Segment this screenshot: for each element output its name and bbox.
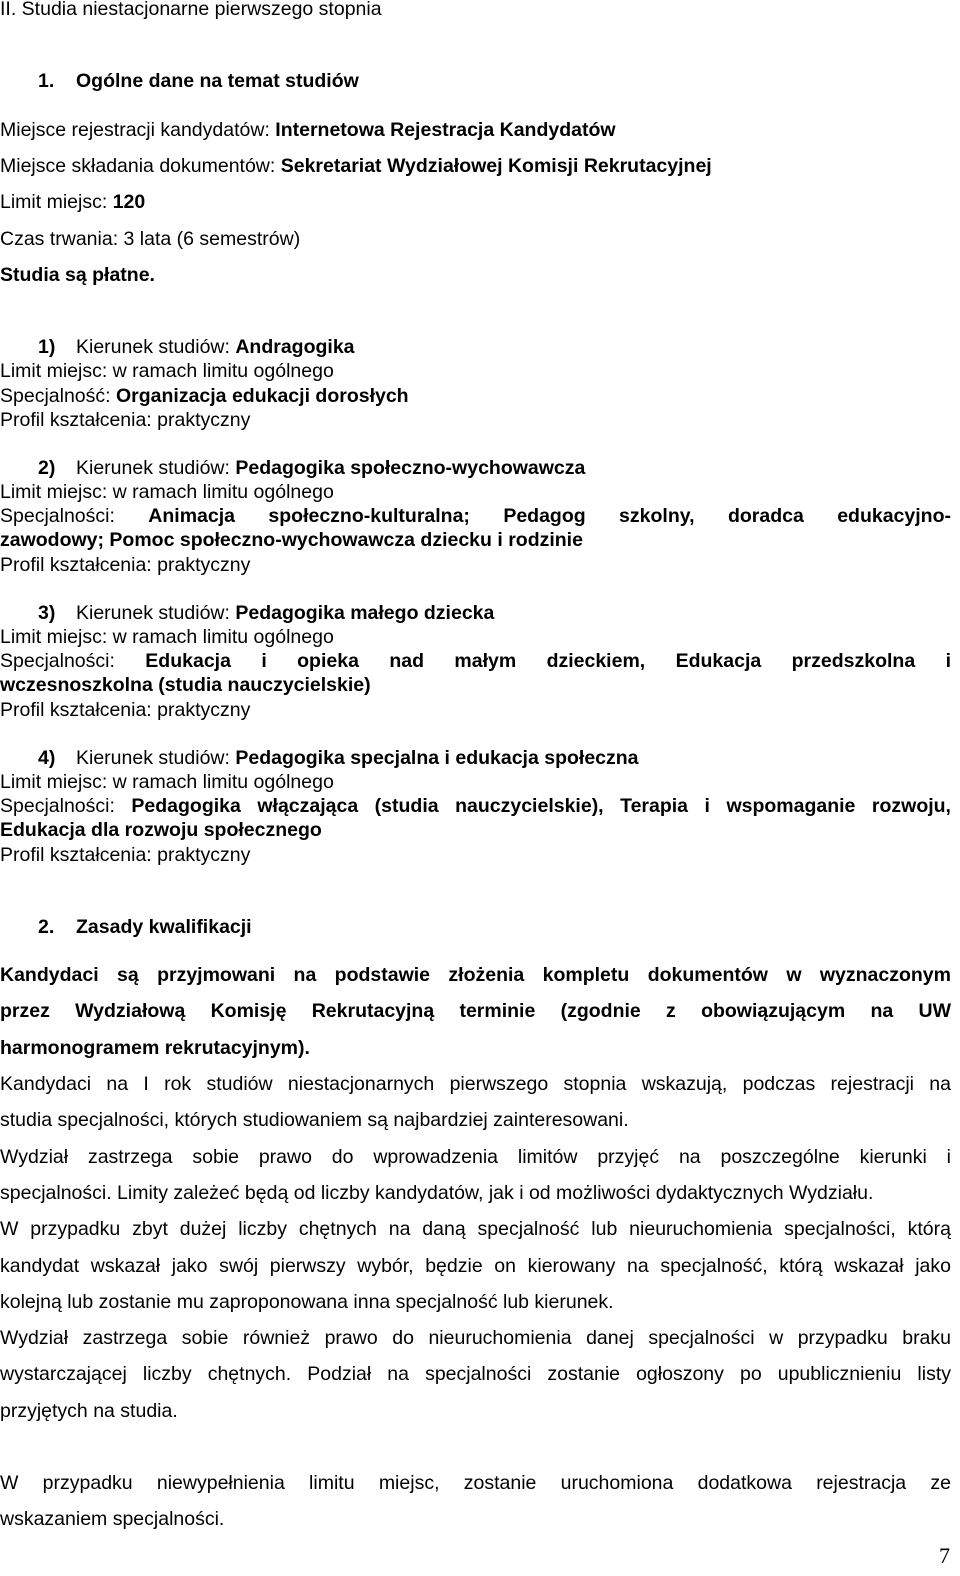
general-heading-text: Ogólne dane na temat studiów <box>76 70 359 92</box>
registration-label: Miejsce rejestracji kandydatów: <box>0 119 276 141</box>
qualification-heading-text: Zasady kwalifikacji <box>76 916 252 938</box>
program-1-direction-value: Andragogika <box>235 336 355 358</box>
qualification-p4-line2: wystarczającej liczby chętnych. Podział na specjalności zostanie ogłoszony po upublicznieniu listy <box>0 1363 951 1385</box>
qualification-p5-line1: W przypadku niewypełnienia limitu miejsc, zostanie uruchomiona dodatkowa rejestracja ze <box>0 1472 951 1494</box>
program-3-number: 3) <box>38 602 56 624</box>
program-2-profile: Profil kształcenia: praktyczny <box>0 554 251 576</box>
program-2-direction-value: Pedagogika społeczno-wychowawcza <box>235 457 586 479</box>
qualification-p4-line1: Wydział zastrzega sobie również prawo do nieuruchomienia danej specjalności w przypadku braku <box>0 1327 951 1349</box>
program-3-direction <box>38 601 494 625</box>
program-2-direction-label: Kierunek studiów: <box>76 457 236 479</box>
program-4-number: 4) <box>38 747 56 769</box>
duration-label: Czas trwania: <box>0 228 124 250</box>
program-2-limit: Limit miejsc: w ramach limitu ogólnego <box>0 481 334 503</box>
qualification-p1-line1: Kandydaci na I rok studiów niestacjonarnych pierwszego stopnia wskazują, podczas rejestracji na <box>0 1073 951 1095</box>
program-2-spec-label: Specjalności: <box>0 505 149 527</box>
documents-place <box>0 154 712 178</box>
program-4-specialization <box>0 794 951 818</box>
limit-value: 120 <box>112 191 146 213</box>
qualification-p3-line1: W przypadku zbyt dużej liczby chętnych na daną specjalność lub nieuruchomienia specjalności, którą <box>0 1218 951 1240</box>
limit-label: Limit miejsc: <box>0 191 113 213</box>
program-3-profile: Profil kształcenia: praktyczny <box>0 699 251 721</box>
qualification-p2-line2: specjalności. Limity zależeć będą od liczby kandydatów, jak i od możliwości dydaktycznych Wydziału. <box>0 1182 874 1204</box>
qualification-bold-line1: Kandydaci są przyjmowani na podstawie złożenia kompletu dokumentów w wyznaczonym <box>0 964 951 986</box>
program-2-specialization <box>0 504 951 528</box>
program-1-profile: Profil kształcenia: praktyczny <box>0 409 251 431</box>
program-3-spec-value-line1: Edukacja i opieka nad małym dzieckiem, Edukacja przedszkolna i <box>145 650 951 672</box>
program-3-direction-label: Kierunek studiów: <box>76 602 236 624</box>
program-1-direction-label: Kierunek studiów: <box>76 336 236 358</box>
qualification-p3-line3: kolejną lub zostanie mu zaproponowana inna specjalność lub kierunek. <box>0 1291 614 1313</box>
duration-value: 3 lata (6 semestrów) <box>123 228 301 250</box>
documents-label: Miejsce składania dokumentów: <box>0 155 281 177</box>
qualification-bold-line3: harmonogramem rekrutacyjnym). <box>0 1037 310 1059</box>
qualification-p5-line2: wskazaniem specjalności. <box>0 1508 225 1530</box>
qualification-p2-line1: Wydział zastrzega sobie prawo do wprowadzenia limitów przyjęć na poszczególne kierunki i <box>0 1146 951 1168</box>
program-4-limit: Limit miejsc: w ramach limitu ogólnego <box>0 771 334 793</box>
qualification-bold-line2: przez Wydziałową Komisję Rekrutacyjną terminie (zgodnie z obowiązującym na UW <box>0 1000 951 1022</box>
qualification-heading-number: 2. <box>38 916 55 938</box>
paid-note: Studia są płatne. <box>0 264 155 286</box>
registration-place <box>0 118 616 142</box>
program-1-specialization <box>0 384 409 408</box>
page-number: 7 <box>939 1543 950 1568</box>
program-1-spec-value: Organizacja edukacji dorosłych <box>115 385 409 407</box>
program-2-direction <box>38 456 585 480</box>
program-1-limit: Limit miejsc: w ramach limitu ogólnego <box>0 360 334 382</box>
qualification-p1-line2: studia specjalności, których studiowaniem są najbardziej zainteresowani. <box>0 1109 629 1131</box>
program-4-profile: Profil kształcenia: praktyczny <box>0 844 251 866</box>
documents-value: Sekretariat Wydziałowej Komisji Rekrutacyjnej <box>280 155 712 177</box>
program-4-direction-label: Kierunek studiów: <box>76 747 236 769</box>
places-limit <box>0 190 145 214</box>
general-heading <box>38 69 359 93</box>
program-4-direction-value: Pedagogika specjalna i edukacja społeczna <box>235 747 639 769</box>
qualification-p3-line2: kandydat wskazał jako swój pierwszy wybór, będzie on kierowany na specjalność, którą wskazał jako <box>0 1255 951 1277</box>
program-1-direction <box>38 335 355 359</box>
registration-value: Internetowa Rejestracja Kandydatów <box>275 119 616 141</box>
program-2-number: 2) <box>38 457 56 479</box>
section-title: II. Studia niestacjonarne pierwszego stopnia <box>0 0 382 20</box>
program-4-direction <box>38 746 639 770</box>
qualification-heading <box>38 915 252 939</box>
program-3-direction-value: Pedagogika małego dziecka <box>235 602 495 624</box>
duration <box>0 227 300 251</box>
program-4-spec-value-line1: Pedagogika włączająca (studia nauczycielskie), Terapia i wspomaganie rozwoju, <box>131 795 951 817</box>
program-4-spec-label: Specjalności: <box>0 795 132 817</box>
program-3-specialization <box>0 649 951 673</box>
program-1-spec-label: Specjalność: <box>0 385 116 407</box>
program-4-spec-value-line2: Edukacja dla rozwoju społecznego <box>0 819 322 841</box>
qualification-p4-line3: przyjętych na studia. <box>0 1400 178 1422</box>
program-2-spec-value-line2: zawodowy; Pomoc społeczno-wychowawcza dziecku i rodzinie <box>0 529 583 551</box>
program-3-limit: Limit miejsc: w ramach limitu ogólnego <box>0 626 334 648</box>
program-2-spec-value-line1: Animacja społeczno-kulturalna; Pedagog szkolny, doradca edukacyjno- <box>148 505 951 527</box>
program-1-number: 1) <box>38 336 56 358</box>
general-heading-number: 1. <box>38 70 55 92</box>
program-3-spec-label: Specjalności: <box>0 650 146 672</box>
program-3-spec-value-line2: wczesnoszkolna (studia nauczycielskie) <box>0 674 371 696</box>
